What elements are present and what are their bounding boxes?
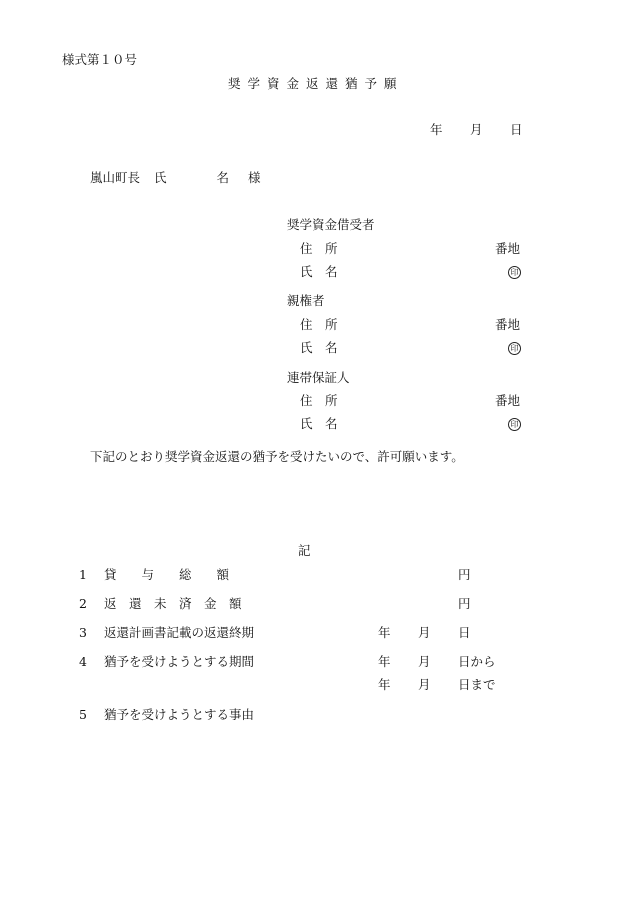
item-number: 2: [79, 596, 87, 611]
seal-mark-icon: 印: [508, 266, 521, 279]
date-year: 年: [430, 122, 443, 137]
item-number: 3: [79, 625, 87, 640]
item-month: 月: [418, 654, 431, 669]
addressee-name-label: 氏 名: [154, 170, 230, 185]
name-label: 氏 名: [300, 264, 338, 279]
item-year: 年: [378, 654, 391, 669]
item-label: 返 還 未 済 金 額: [104, 596, 242, 611]
date-day: 日: [510, 122, 523, 137]
address-label: 住 所: [300, 241, 338, 256]
item-number: 4: [79, 654, 87, 669]
item-unit: 円: [458, 596, 471, 611]
party-role: 親権者: [287, 293, 325, 308]
date-month: 月: [470, 122, 483, 137]
form-number: 様式第１０号: [62, 52, 138, 67]
address-suffix: 番地: [495, 241, 521, 256]
item-month: 月: [418, 625, 431, 640]
item-year-end: 年: [378, 677, 391, 692]
party-role: 連帯保証人: [287, 370, 350, 385]
party-role: 奨学資金借受者: [287, 217, 375, 232]
item-month-end: 月: [418, 677, 431, 692]
item-label: 猶予を受けようとする事由: [104, 707, 255, 722]
item-label: 貸 与 総 額: [104, 567, 230, 582]
name-label: 氏 名: [300, 416, 338, 431]
item-unit: 円: [458, 567, 471, 582]
item-number: 1: [79, 567, 87, 582]
ki-heading: 記: [298, 543, 311, 558]
address-label: 住 所: [300, 393, 338, 408]
item-to: 日まで: [458, 677, 496, 692]
seal-mark-icon: 印: [508, 418, 521, 431]
item-label: 猶予を受けようとする期間: [104, 654, 255, 669]
address-suffix: 番地: [495, 317, 521, 332]
name-label: 氏 名: [300, 340, 338, 355]
item-year: 年: [378, 625, 391, 640]
item-label: 返還計画書記載の返還終期: [104, 625, 255, 640]
item-from: 日から: [458, 654, 496, 669]
addressee-mayor: 嵐山町長: [90, 170, 141, 185]
document-title: 奨学資金返還猶予願: [228, 76, 404, 91]
address-label: 住 所: [300, 317, 338, 332]
item-number: 5: [79, 707, 87, 722]
addressee-sama: 様: [248, 170, 261, 185]
address-suffix: 番地: [495, 393, 521, 408]
seal-mark-icon: 印: [508, 342, 521, 355]
item-day: 日: [458, 625, 471, 640]
request-text: 下記のとおり奨学資金返還の猶予を受けたいので、許可願います。: [90, 449, 464, 464]
